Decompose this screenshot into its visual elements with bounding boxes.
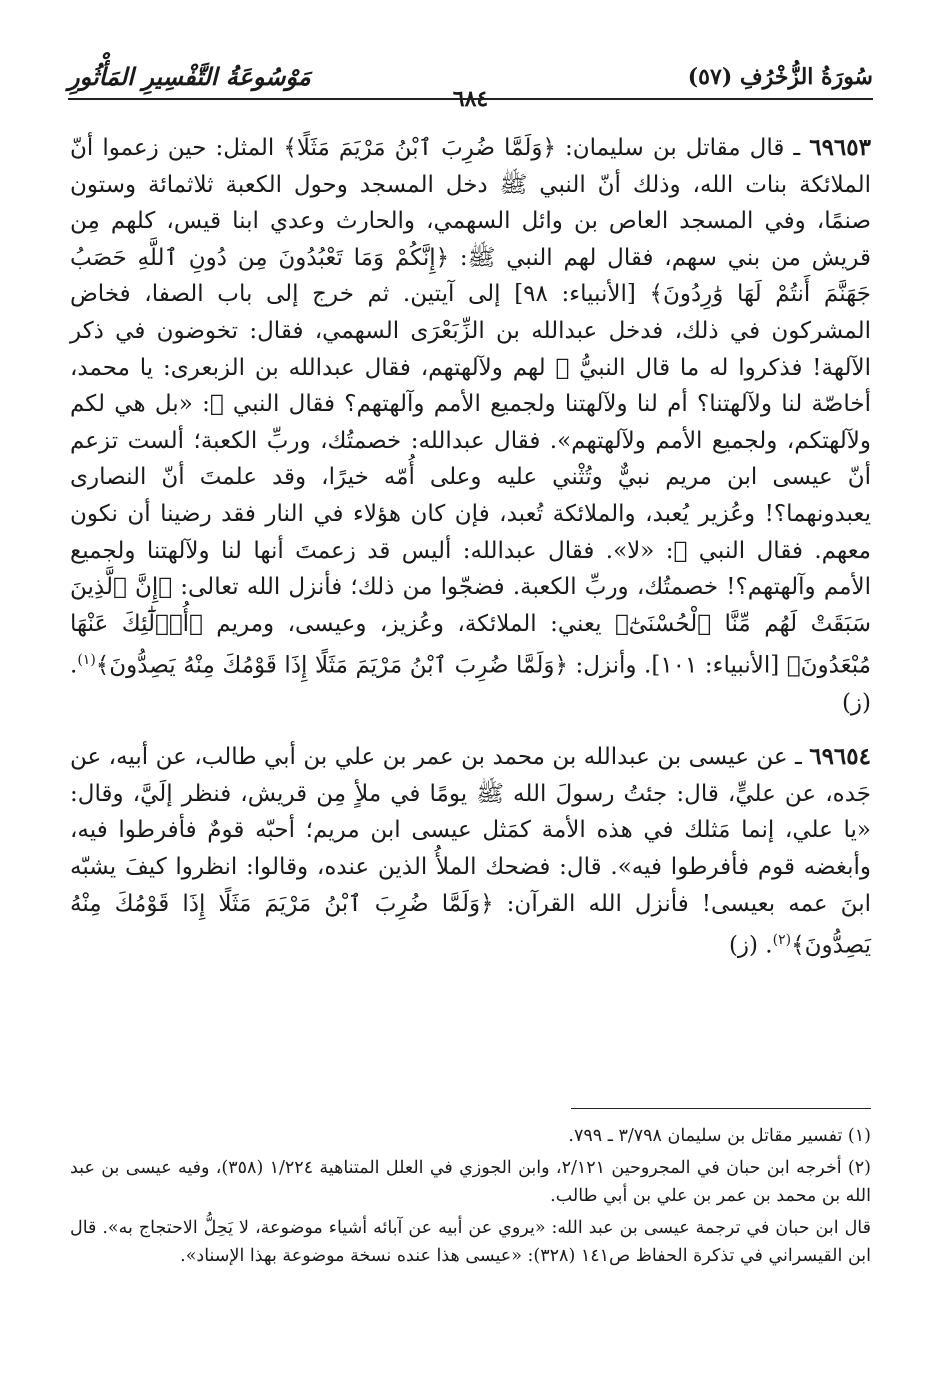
footnote-ref: (١) (77, 652, 96, 669)
book-title: مَوْسُوعَةُ التَّفْسِيرِ المَأْثُورِ (68, 62, 311, 91)
paragraph-number: ٦٩٦٥٤ (809, 743, 871, 771)
footnote-ref: (٢) (772, 932, 792, 949)
footnote-2-continued: قال ابن حبان في ترجمة عيسى بن عبد الله: «يروي عن أبيه عن آبائه أشياء موضوعة، لا يَحِلُّ الاحتجاج به». قال ابن القيسراني في تذكرة الحفاظ ص١٤١ (٣٢٨): «عيسى هذا عنده نسخة موضوعة بهذا الإسناد». (70, 1218, 871, 1266)
paragraph-69653 (70, 130, 871, 721)
page-header (68, 58, 873, 112)
source-code: . (ز) (70, 652, 871, 716)
paragraph-text: ـ عن عيسى بن عبدالله بن محمد بن عمر بن علي بن أبي طالب، عن أبيه، عن جَده، عن عليٍّ، قال: جئتُ رسولَ الله ﷺ يومًا في ملأٍ مِن قريش، فنظر إلَيَّ، وقال: «يا علي، إنما مَثلك في هذه الأمة كمَثل عيسى ابن مريم؛ أحبّه قومٌ فأفرطوا فيه، وأبغضه قوم فأفرطوا فيه». قال: فضحك الملأُ الذين عنده، وقالوا: انظروا كيفَ يشبّه ابنَ عمه بعيسى! فأنزل الله القرآن: ﴿وَلَمَّا ضُرِبَ ٱبْنُ مَرْيَمَ مَثَلًا إِذَا قَوْمُكَ مِنْهُ يَصِدُّونَ﴾ (70, 744, 871, 959)
header-divider (68, 98, 873, 100)
paragraph-text: ـ قال مقاتل بن سليمان: ﴿وَلَمَّا ضُرِبَ ٱبْنُ مَرْيَمَ مَثَلًا﴾ المثل: حين زعموا أنّ الملائكة بنات الله، وذلك أنّ النبي ﷺ دخل المسجد وحول الكعبة ثلاثمائة وستون صنمًا، وفي المسجد العاص بن وائل السهمي، والحارث وعدي ابنا قيس، كلهم مِن قريش من بني سهم، فقال لهم النبي ﷺ: ﴿إِنَّكُمْ وَمَا تَعْبُدُونَ مِن دُونِ ٱللَّهِ حَصَبُ جَهَنَّمَ أَنتُمْ لَهَا وَٰرِدُونَ﴾ [الأنبياء: ٩٨] إلى آيتين. ثم خرج إلى باب الصفا، فخاض المشركون في ذلك، فدخل عبدالله بن الزِّبَعْرَى السهمي، فقال: تخوضون في ذكر الآلهة! فذكروا له ما قال النبيُّ ﷺ لهم ولآلهتهم، فقال عبدالله بن الزبعرى: يا محمد، أخاصّة لنا ولآلهتنا؟ أم لنا ولآلهتنا ولجميع الأمم وآلهتهم؟ فقال النبي ﷺ: «بل هي لكم ولآلهتكم، ولجميع الأمم ولآلهتهم». فقال عبدالله: خصمتُك، وربِّ الكعبة؛ ألست تزعم أنّ عيسى ابن مريم نبيٌّ وتُثْني عليه وعلى أُمّه خيرًا، وقد علمتَ أنّ النصارى يعبدونهما؟! وعُزير يُعبد، والملائكة تُعبد، فإن كان هؤلاء في النار فقد رضينا أن نكون معهم. فقال النبي ﷺ: «لا». فقال عبدالله: أليس قد زعمتَ أنها لنا ولآلهتنا ولجميع الأمم وآلهتهم؟! خصمتُك، وربِّ الكعبة. فضجّوا من ذلك؛ فأنزل الله تعالى: ﴿إِنَّ ٱلَّذِينَ سَبَقَتْ لَهُم مِّنَّا ٱلْحُسْنَىٰٓ﴾ يعني: الملائكة، وعُزيز، وعيسى، ومريم ﴿أُو۟لَٰٓئِكَ عَنْهَا مُبْعَدُونَ﴾ [الأنبياء: ١٠١]. وأنزل: ﴿وَلَمَّا ضُرِبَ ٱبْنُ مَرْيَمَ مَثَلًا إِذَا قَوْمُكَ مِنْهُ يَصِدُّونَ﴾ (70, 135, 872, 679)
surah-title: سُورَةُ الزُّخْرُفِ (٥٧) (687, 64, 873, 90)
page-number: ٦٨٤ (452, 86, 489, 112)
footnote-1: (١) تفسير مقاتل بن سليمان ٣/٧٩٨ ـ ٧٩٩. (568, 1126, 871, 1146)
paragraph-number: ٦٩٦٥٣ (809, 134, 871, 161)
main-text (70, 130, 871, 964)
footnotes (70, 1122, 871, 1274)
footnote-2: (٢) أخرجه ابن حبان في المجروحين ٢/١٢١، وابن الجوزي في العلل المتناهية ١/٢٢٤ (٣٥٨)، وفيه عيسى بن عبد الله بن محمد بن عمر بن علي بن أبي طالب. (70, 1158, 871, 1206)
source-code: . (ز) (728, 932, 773, 959)
footnote-divider (571, 1108, 871, 1109)
paragraph-69654 (70, 739, 871, 964)
